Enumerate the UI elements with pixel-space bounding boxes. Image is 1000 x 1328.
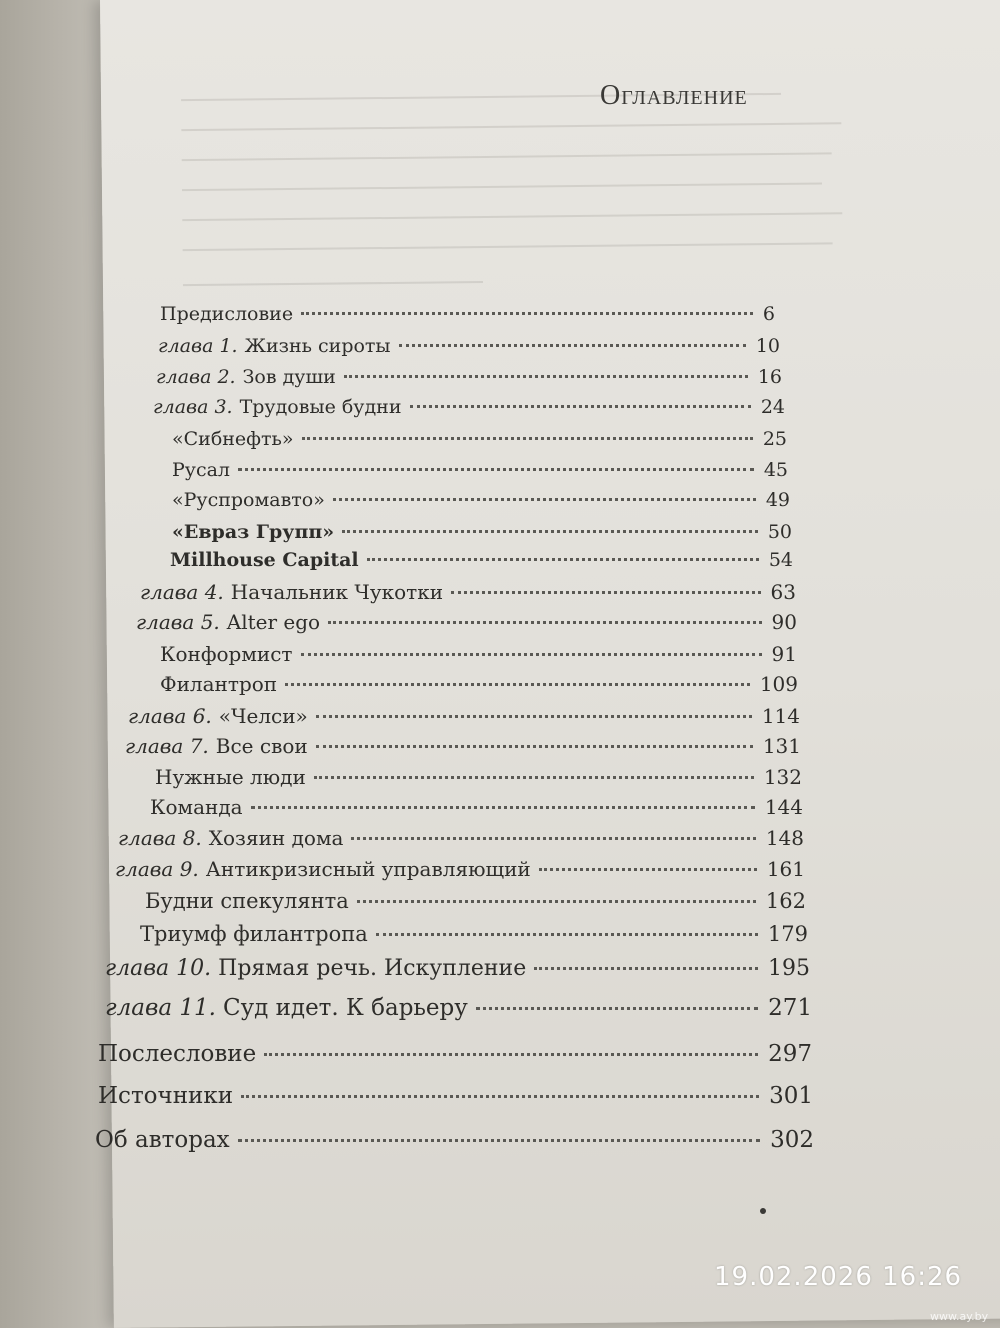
toc-entry [115, 857, 805, 881]
toc-entry [153, 396, 785, 418]
toc-entry-label [98, 1041, 256, 1067]
toc-entry [160, 672, 798, 696]
toc-entry-page: 45 [763, 459, 788, 481]
toc-entry [128, 704, 800, 728]
toc-entry [170, 549, 793, 571]
toc-entry-label [172, 428, 294, 450]
toc-entry-label [172, 459, 230, 481]
toc-entry-label [95, 1127, 230, 1153]
toc-entry-title: Alter ego [226, 610, 321, 634]
toc-entry [150, 795, 803, 819]
toc-entry-label [105, 995, 468, 1021]
dot-leader [357, 900, 756, 903]
toc-entry-title: Суд идет. К барьеру [222, 995, 468, 1021]
toc-entry-page: 16 [757, 366, 782, 388]
toc-entry-page: 302 [770, 1127, 814, 1153]
dot-leader [367, 558, 759, 561]
toc-entry-page: 24 [760, 396, 785, 418]
toc-entry [158, 335, 780, 357]
toc-entry-page: 10 [755, 335, 780, 357]
toc-entry-page: 50 [767, 521, 792, 543]
chapter-prefix: глава 8. [118, 826, 202, 850]
toc-entry-page: 6 [762, 303, 775, 325]
toc-entry-title: Послесловие [98, 1041, 257, 1067]
toc-entry [145, 889, 806, 913]
toc-heading: Оглавление [600, 80, 748, 111]
toc-entry-page: 114 [761, 704, 800, 728]
toc-entry-label [160, 642, 293, 666]
chapter-prefix: глава 6. [128, 704, 212, 728]
toc-entry-label [105, 956, 526, 981]
dot-leader [302, 437, 753, 440]
toc-entry-label [172, 489, 325, 511]
toc-entry-label [115, 857, 531, 881]
toc-entry-title: Хозяин дома [208, 826, 344, 850]
dot-leader [410, 405, 751, 408]
photo-timestamp: 19.02.2026 16:26 [714, 1262, 963, 1292]
toc-entry-label [160, 672, 277, 696]
chapter-prefix: глава 10. [105, 956, 212, 981]
toc-entry-page: 49 [765, 489, 790, 511]
chapter-prefix: глава 11. [105, 995, 216, 1021]
toc-entry-title: Начальник Чукотки [230, 580, 444, 604]
toc-entry-title: «Челси» [218, 704, 308, 728]
toc-entry-title: «Евраз Групп» [172, 521, 335, 543]
toc-entry-label [98, 1083, 233, 1109]
toc-entry [172, 459, 788, 481]
dot-leader [316, 715, 752, 718]
toc-entry [136, 610, 797, 634]
toc-entry-label [160, 303, 293, 325]
toc-entry-page: 195 [768, 956, 810, 981]
dot-leader [539, 868, 757, 871]
toc-entry-title: Нужные люди [155, 765, 306, 789]
chapter-prefix: глава 2. [156, 366, 236, 388]
dot-leader [476, 1007, 758, 1010]
toc-entry-title: Жизнь сироты [244, 335, 391, 357]
toc-entry-page: 90 [771, 610, 797, 634]
dot-leader [238, 468, 754, 471]
toc-entry-title: Зов души [242, 366, 336, 388]
toc-entry-title: Антикризисный управляющий [205, 857, 531, 881]
toc-entry-title: Филантроп [160, 672, 278, 696]
toc-entry-title: Конформист [160, 642, 293, 666]
chapter-prefix: глава 4. [140, 580, 224, 604]
toc-entry-page: 297 [768, 1041, 812, 1067]
site-watermark: www.ay.by [930, 1310, 989, 1323]
toc-entry-label [153, 396, 402, 418]
dot-leader [376, 933, 758, 936]
toc-entry [160, 642, 797, 666]
toc-entry-page: 301 [769, 1083, 813, 1109]
toc-entry [160, 303, 775, 325]
toc-entry-title: Трудовые будни [239, 396, 402, 418]
toc-entry-page: 63 [770, 580, 796, 604]
toc-entry-page: 179 [767, 922, 808, 946]
toc-entry-page: 144 [764, 795, 803, 819]
dot-leader [333, 498, 756, 501]
toc-entry-page: 162 [765, 889, 806, 913]
toc-entry [172, 428, 787, 450]
toc-entry-label [170, 549, 359, 571]
toc-entry-page: 131 [762, 734, 801, 758]
toc-entry [118, 826, 804, 850]
dot-leader [251, 806, 755, 809]
dot-leader [301, 312, 753, 315]
toc-entry-page: 148 [765, 826, 804, 850]
dot-leader [314, 776, 754, 779]
toc-entry-label [150, 795, 243, 819]
toc-entry-label [125, 734, 308, 758]
dot-leader [342, 530, 758, 533]
dot-leader [399, 344, 746, 347]
chapter-prefix: глава 1. [158, 335, 238, 357]
dot-leader [264, 1053, 758, 1056]
chapter-prefix: глава 3. [153, 396, 233, 418]
dot-leader [285, 683, 750, 686]
chapter-prefix: глава 9. [115, 857, 199, 881]
toc-entry-page: 25 [762, 428, 787, 450]
ink-dot [760, 1208, 766, 1214]
toc-entry-title: Прямая речь. Искупление [218, 956, 527, 981]
toc-entry [172, 521, 792, 543]
toc-entry [105, 956, 810, 981]
toc-entry [140, 922, 808, 946]
dot-leader [301, 653, 762, 656]
toc-entry-page: 109 [759, 672, 798, 696]
dot-leader [351, 837, 755, 840]
toc-entry-title: Команда [150, 795, 243, 819]
toc-entry-title: Об авторах [95, 1127, 230, 1153]
toc-entry-label [140, 922, 368, 946]
toc-entry-label [140, 580, 443, 604]
dot-leader [534, 967, 758, 970]
toc-entry-title: Все свои [215, 734, 308, 758]
toc-entry [155, 765, 802, 789]
toc-entry [95, 1127, 814, 1153]
dot-leader [328, 621, 761, 624]
toc-entry-title: Будни спекулянта [145, 889, 349, 913]
dot-leader [316, 745, 753, 748]
toc-entry-page: 271 [768, 995, 812, 1021]
toc-entry-label [128, 704, 308, 728]
toc-entry-page: 161 [766, 857, 805, 881]
toc-entry [98, 1041, 812, 1067]
toc-entry-title: Русал [172, 459, 231, 481]
toc-entry-label [156, 366, 336, 388]
toc-entry [125, 734, 801, 758]
toc-entry-page: 91 [771, 642, 797, 666]
chapter-prefix: глава 7. [125, 734, 209, 758]
toc-entry [156, 366, 782, 388]
toc-entry-label [145, 889, 349, 913]
toc-entry-title: Источники [98, 1083, 234, 1109]
chapter-prefix: глава 5. [136, 610, 220, 634]
dot-leader [238, 1139, 760, 1142]
toc-entry-label [172, 521, 334, 543]
toc-entry [105, 995, 812, 1021]
toc-entry-label [136, 610, 320, 634]
toc-entry [98, 1083, 813, 1109]
toc-entry-label [155, 765, 306, 789]
toc-entry [140, 580, 796, 604]
toc-entry-label [118, 826, 343, 850]
toc-entry-title: Предисловие [160, 303, 294, 325]
dot-leader [241, 1095, 759, 1098]
toc-entry [172, 489, 790, 511]
toc-entry-title: Millhouse Capital [170, 549, 359, 571]
toc-entry-title: «Сибнефть» [172, 428, 294, 450]
toc-entry-title: Триумф филантропа [140, 922, 368, 946]
toc-entry-label [158, 335, 391, 357]
toc-entry-title: «Руспромавто» [172, 489, 325, 511]
toc-entry-page: 54 [768, 549, 793, 571]
dot-leader [344, 375, 748, 378]
dot-leader [451, 591, 760, 594]
toc-entry-page: 132 [763, 765, 802, 789]
